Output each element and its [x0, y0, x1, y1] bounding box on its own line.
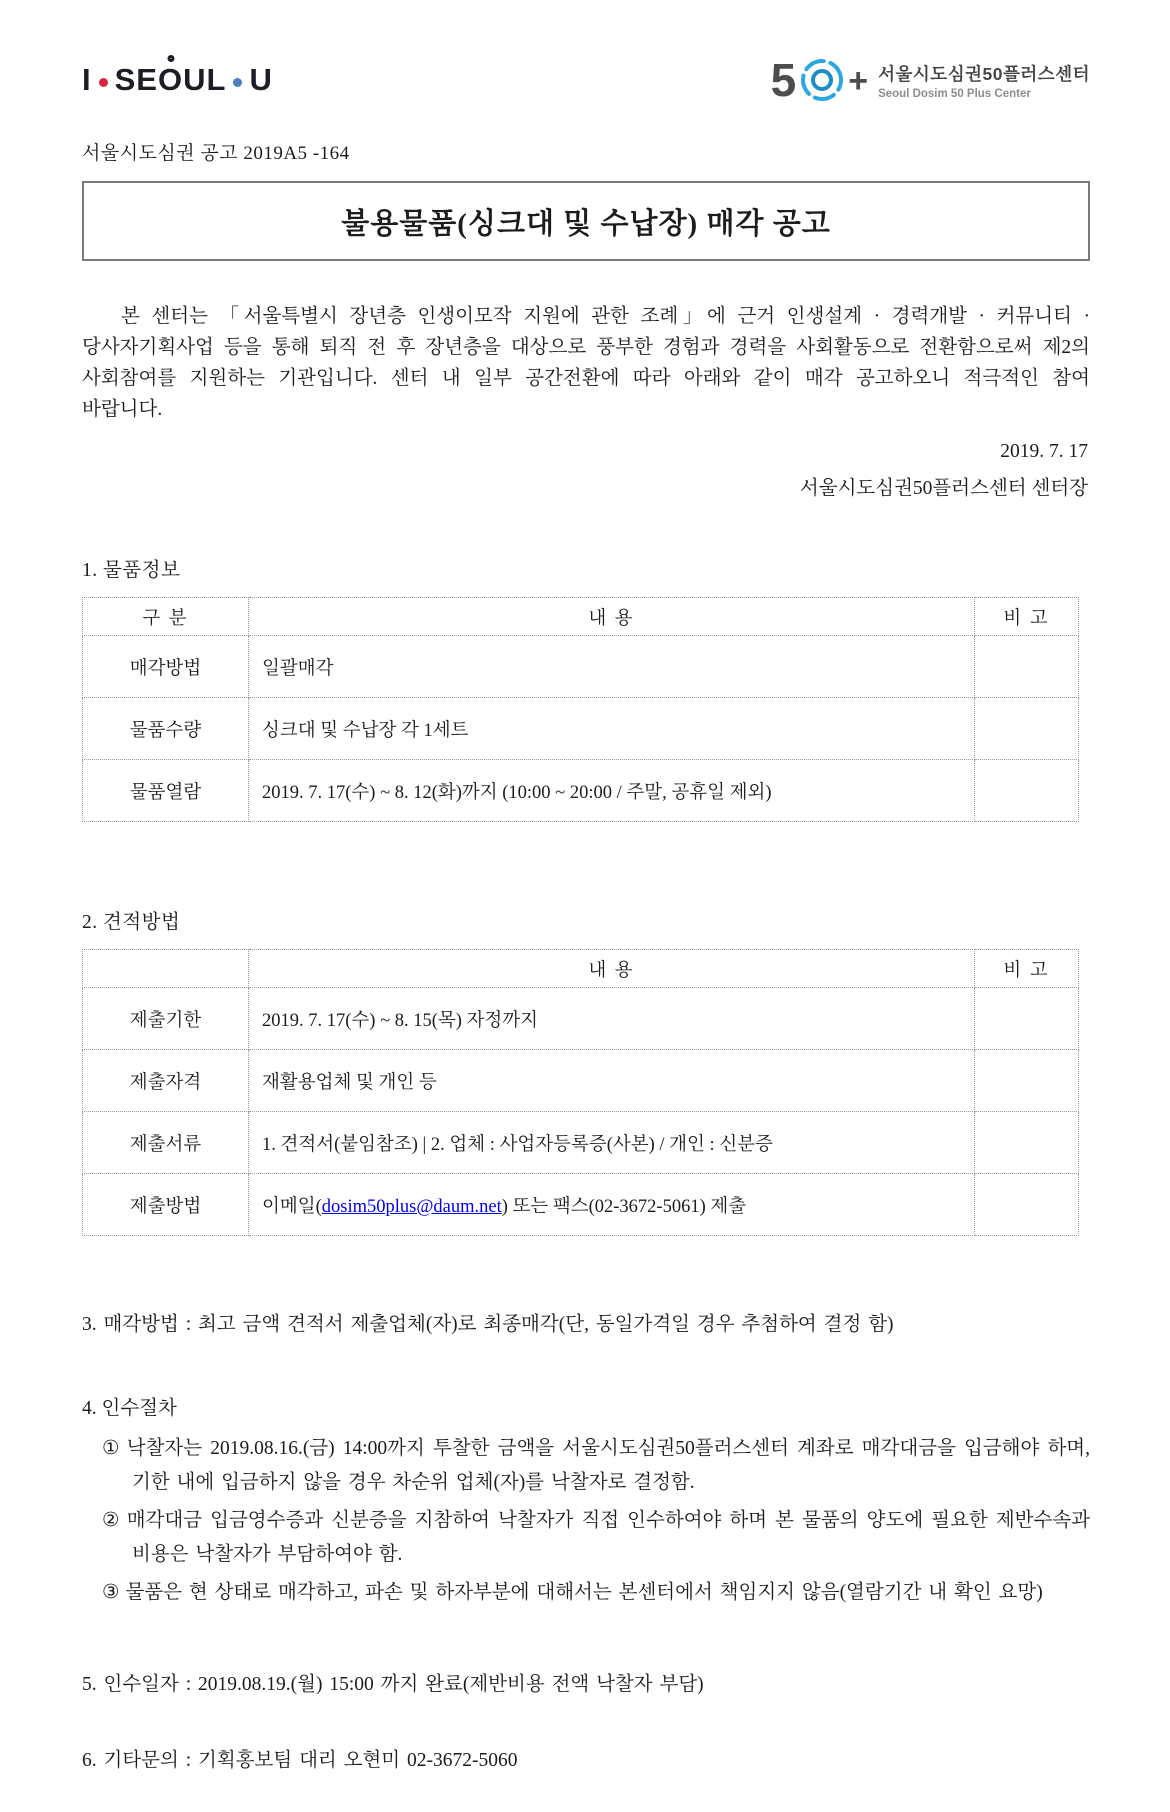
table-row — [83, 1174, 1079, 1236]
logo-plus-sign: + — [848, 62, 869, 100]
item-text: 낙찰자는 2019.08.16.(금) 14:00까지 투찰한 금액을 서울시도심권50플러스센터 계좌로 매각대금을 입금해야 하며, 기한 내에 입금하지 않을 경우 차순위 업체(자)를 낙찰자로 결정함. — [126, 1438, 1091, 1493]
iseoulu-logo — [82, 62, 273, 98]
fifty-plus-text — [878, 61, 1090, 100]
table-header-row — [83, 950, 1079, 988]
section4 — [82, 1392, 1090, 1610]
row-label: 제출자격 — [83, 1050, 249, 1112]
table-row — [83, 1050, 1079, 1112]
page-title: 불용물품(싱크대 및 수납장) 매각 공고 — [341, 207, 831, 240]
table-header-row — [83, 598, 1079, 636]
table-row — [83, 760, 1079, 822]
section3-text: 3. 매각방법 : 최고 금액 견적서 제출업체(자)로 최종매각(단, 동일가격일 경우 추첨하여 결정 함) — [82, 1314, 894, 1335]
column-header-empty — [83, 950, 249, 988]
numbered-item — [102, 1576, 1090, 1610]
table-row — [83, 636, 1079, 698]
doc-number: 서울시도심권 공고 2019A5 -164 — [82, 143, 350, 164]
row-content: 2019. 7. 17(수) ~ 8. 12(화)까지 (10:00 ~ 20:00 / 주말, 공휴일 제외) — [249, 760, 975, 822]
center-name-korean: 서울시도심권50플러스센터 — [878, 63, 1090, 84]
item-text: 물품은 현 상태로 매각하고, 파손 및 하자부분에 대해서는 본센터에서 책임지지 않음(열람기간 내 확인 요망) — [125, 1582, 1043, 1603]
circled-number-3: ③ — [102, 1582, 120, 1603]
logo-letter-u: U — [249, 62, 273, 97]
logo-seoul-pre: SE — [114, 62, 158, 97]
column-header-content: 내 용 — [249, 598, 975, 636]
circled-number-1: ① — [102, 1438, 121, 1459]
row-content: 일괄매각 — [249, 636, 975, 698]
row-note — [975, 636, 1079, 698]
intro-paragraph: 본 센터는 「서울특별시 장년층 인생이모작 지원에 관한 조례」에 근거 인생설계 · 경력개발 · 커뮤니티 · 당사자기획사업 등을 통해 퇴직 전 후 장년층을 대상으로 풍부한 경험과 경력을 사회활동으로 전환함으로써 제2의 사회참여를 지원하는 기관입니다. 센터 내 일부 공간전환에 따라 아래와 같이 매각 공고하오니 적극적인 참여 바랍니다. — [82, 306, 1090, 420]
row-label: 매각방법 — [83, 636, 249, 698]
row-content — [249, 1174, 975, 1236]
row-label: 물품열람 — [83, 760, 249, 822]
section1-heading: 1. 물품정보 — [82, 560, 181, 581]
column-header-note: 비 고 — [975, 950, 1079, 988]
column-header-content: 내 용 — [249, 950, 975, 988]
item-text: 매각대금 입금영수증과 신분증을 지참하여 낙찰자가 직접 인수하여야 하며 본 물품의 양도에 필요한 제반수속과 비용은 낙찰자가 부담하여야 함. — [126, 1510, 1090, 1565]
row-content: 2019. 7. 17(수) ~ 8. 15(목) 자정까지 — [249, 988, 975, 1050]
fifty-plus-circle-icon — [797, 55, 847, 105]
red-dot-icon — [99, 78, 108, 87]
row-note — [975, 698, 1079, 760]
table-row — [83, 988, 1079, 1050]
method-prefix: 이메일( — [262, 1196, 322, 1217]
logo-digit-5: 5 — [770, 54, 797, 106]
row-label: 제출방법 — [83, 1174, 249, 1236]
row-content: 싱크대 및 수납장 각 1세트 — [249, 698, 975, 760]
ring-icon — [167, 55, 174, 62]
method-suffix: ) 또는 팩스(02-3672-5061) 제출 — [501, 1196, 747, 1217]
numbered-item — [102, 1504, 1090, 1572]
logo-letter-i: I — [82, 62, 92, 97]
row-content: 재활용업체 및 개인 등 — [249, 1050, 975, 1112]
logo-seoul-post: UL — [183, 62, 227, 97]
blue-dot-icon — [233, 78, 242, 87]
section5-text: 5. 인수일자 : 2019.08.19.(월) 15:00 까지 완료(제반비용 전액 낙찰자 부담) — [82, 1674, 704, 1695]
row-label: 물품수량 — [83, 698, 249, 760]
row-note — [975, 988, 1079, 1050]
center-name-english: Seoul Dosim 50 Plus Center — [878, 87, 1031, 100]
logo-seoul-o: O — [158, 62, 183, 98]
column-header-note: 비 고 — [975, 598, 1079, 636]
announce-date: 2019. 7. 17 — [1000, 441, 1088, 462]
row-label: 제출서류 — [83, 1112, 249, 1174]
email-link[interactable]: dosim50plus@daum.net — [321, 1196, 502, 1217]
fifty-plus-mark — [771, 55, 868, 105]
table-row — [83, 1112, 1079, 1174]
row-note — [975, 760, 1079, 822]
row-note — [975, 1174, 1079, 1236]
quote-method-table — [82, 949, 1079, 1236]
row-label: 제출기한 — [83, 988, 249, 1050]
section2-heading: 2. 견적방법 — [82, 912, 181, 933]
fifty-plus-logo — [771, 55, 1090, 105]
table-row — [83, 698, 1079, 760]
signature-line: 서울시도심권50플러스센터 센터장 — [799, 478, 1088, 499]
row-note — [975, 1112, 1079, 1174]
section4-items — [82, 1432, 1090, 1610]
item-info-table — [82, 597, 1079, 822]
title-box — [82, 181, 1090, 261]
numbered-item — [102, 1432, 1090, 1500]
circled-number-2: ② — [102, 1510, 121, 1531]
page-header — [82, 52, 1090, 108]
column-header-category: 구 분 — [83, 598, 249, 636]
row-content: 1. 견적서(붙임참조) | 2. 업체 : 사업자등록증(사본) / 개인 : 신분증 — [249, 1112, 975, 1174]
section4-heading: 4. 인수절차 — [82, 1398, 177, 1419]
row-note — [975, 1050, 1079, 1112]
section6-text: 6. 기타문의 : 기획홍보팀 대리 오현미 02-3672-5060 — [82, 1750, 518, 1771]
